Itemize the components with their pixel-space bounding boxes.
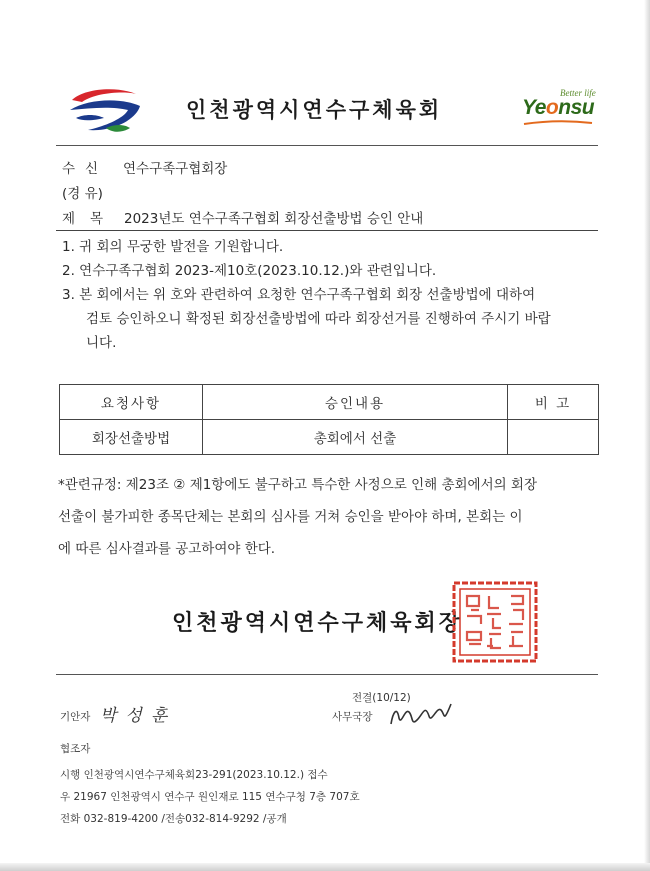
address-line: 우 21967 인천광역시 연수구 원인재로 115 연수구청 7층 707호 xyxy=(60,791,360,803)
organization-emblem xyxy=(66,84,144,136)
table-cell xyxy=(508,420,599,455)
body-paragraph-3-line3: 니다. xyxy=(86,335,117,351)
table-cell: 회장선출방법 xyxy=(60,420,203,455)
page-edge-shadow xyxy=(644,0,650,871)
cooperator-label: 협조자 xyxy=(60,743,91,755)
table-header-cell: 비 고 xyxy=(508,385,599,420)
approval-label: 전결(10/12) xyxy=(352,692,411,704)
subject-value: 2023년도 연수구족구협회 회장선출방법 승인 안내 xyxy=(124,211,424,227)
regulation-note-line1: *관련규정: 제23조 ② 제1항에도 불구하고 특수한 사정으로 인해 총회에서의 회장 xyxy=(58,477,538,493)
body-paragraph-1: 1. 귀 회의 무궁한 발전을 기원합니다. xyxy=(62,239,284,255)
table-header-cell: 요청사항 xyxy=(60,385,203,420)
recipient-label: 수신 xyxy=(62,161,109,177)
table-header-cell: 승인내용 xyxy=(203,385,508,420)
enforcement-line: 시행 인천광역시연수구체육회23-291(2023.10.12.) 접수 xyxy=(60,769,328,781)
signature-divider xyxy=(56,674,598,675)
regulation-note-line3: 에 따른 심사결과를 공고하여야 한다. xyxy=(58,541,276,557)
organization-title: 인천광역시연수구체육회 xyxy=(186,98,443,122)
recipient-value: 연수구족구협회장 xyxy=(123,161,228,177)
header-divider xyxy=(56,145,598,146)
via-line: (경 유) xyxy=(62,186,103,202)
page-bottom-shadow xyxy=(0,863,650,871)
request-table xyxy=(59,384,599,455)
subject-divider xyxy=(56,230,598,231)
contact-line: 전화 032-819-4200 /전송032-814-9292 /공개 xyxy=(60,813,287,825)
issuer-name: 인천광역시연수구체육회장 xyxy=(172,611,464,636)
secretary-label: 사무국장 xyxy=(332,711,373,723)
logo-wordmark: Yeonsu xyxy=(522,96,595,119)
table-cell: 총회에서 선출 xyxy=(203,420,508,455)
logo-swoosh xyxy=(522,120,594,126)
yeonsu-logo xyxy=(522,88,602,132)
regulation-note-line2: 선출이 불가피한 종목단체는 본회의 심사를 거쳐 승인을 받아야 하며, 본회는 이 xyxy=(58,509,523,525)
drafter-label: 기안자 xyxy=(60,711,91,723)
table-row xyxy=(60,420,599,455)
body-paragraph-3-line1: 3. 본 회에서는 위 호와 관련하여 요청한 연수구족구협회 회장 선출방법에 대하여 xyxy=(62,287,536,303)
subject-label: 제목 xyxy=(62,211,119,227)
logo-tagline: Better life xyxy=(560,88,596,98)
signature-scribble xyxy=(385,698,457,730)
official-seal-icon xyxy=(451,580,539,664)
body-paragraph-3-line2: 검토 승인하오니 확정된 회장선출방법에 따라 회장선거를 진행하여 주시기 바랍 xyxy=(86,311,551,327)
drafter-name: 박성훈 xyxy=(100,706,177,726)
body-paragraph-2: 2. 연수구족구협회 2023-제10호(2023.10.12.)와 관련입니다. xyxy=(62,263,437,279)
table-header-row xyxy=(60,385,599,420)
